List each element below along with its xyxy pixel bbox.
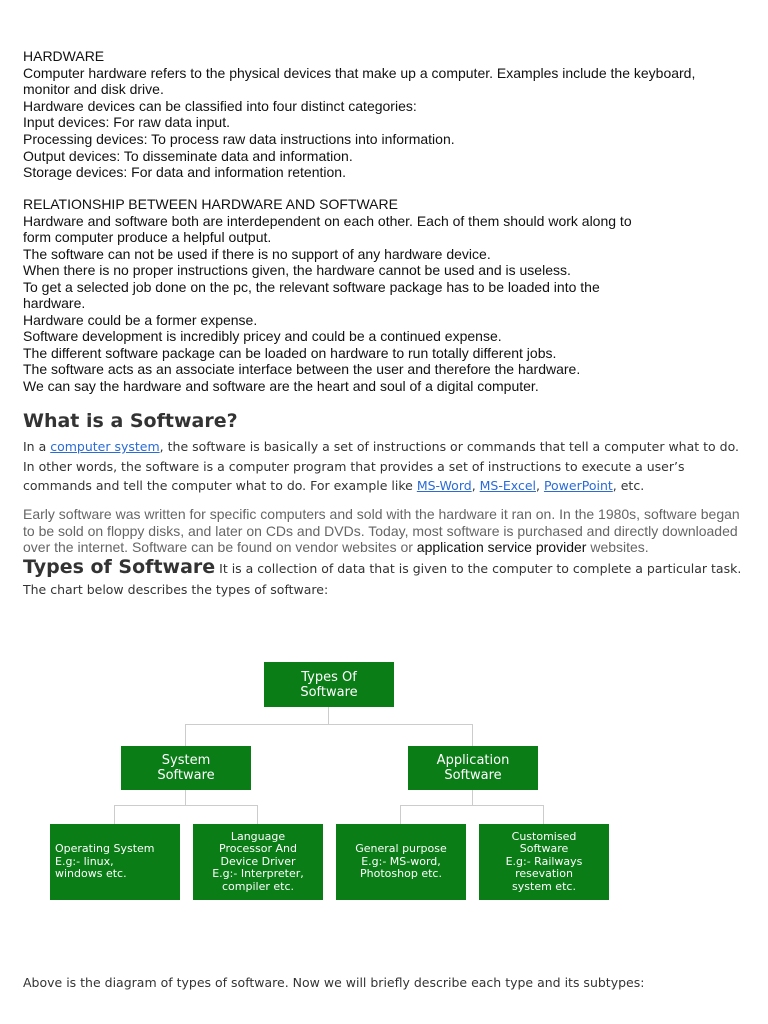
software-heading: What is a Software? [23, 410, 238, 432]
root-node: Types Of Software [264, 662, 394, 707]
text-span: , the software is basically a set of instructions or commands that tell a computer what to do. In other words, the software is a computer program that provides a set of instructions to execute a user’s commands and tell the computer what to do. For example like [23, 439, 739, 493]
general-purpose-node: General purpose E.g:- MS-word, Photoshop etc. [336, 824, 466, 900]
text-span: websites. [586, 539, 649, 555]
relationship-heading: RELATIONSHIP BETWEEN HARDWARE AND SOFTWARE [23, 196, 398, 212]
hardware-line: Output devices: To disseminate data and information. [23, 147, 353, 164]
relationship-line: Software development is incredibly pricey and could be a continued expense. [23, 328, 502, 344]
connector-line [257, 805, 258, 824]
connector-line [400, 805, 544, 806]
diagram-caption: Above is the diagram of types of software. Now we will briefly describe each type and its subtypes: [23, 975, 645, 990]
relationship-line: Hardware and software both are interdependent on each other. Each of them should work along to [23, 212, 632, 229]
relationship-line: To get a selected job done on the pc, the relevant software package has to be loaded into the [23, 278, 600, 295]
text-span: , [471, 478, 480, 493]
types-text: It is a collection of data that is given to the computer to complete a particular task. The chart below describes the types of software: [23, 561, 742, 597]
customised-software-node: Customised Software E.g:- Railways resevation system etc. [479, 824, 609, 900]
relationship-line: The software acts as an associate interface between the user and therefore the hardware. [23, 361, 581, 377]
relationship-line: form computer produce a helpful output. [23, 229, 272, 245]
relationship-line: When there is no proper instructions given, the hardware cannot be used and is useless. [23, 262, 571, 278]
computer-system-link[interactable]: computer system [50, 439, 160, 454]
hardware-line: Input devices: For raw data input. [23, 114, 230, 131]
connector-line [543, 805, 544, 824]
language-processor-node: Language Processor And Device Driver E.g:- Interpreter, compiler etc. [193, 824, 323, 900]
relationship-line: The different software package can be loaded on hardware to run totally different jobs. [23, 344, 557, 361]
connector-line [400, 805, 401, 824]
early-line: to be sold on floppy disks, and later on CDs and DVDs. Today, most software is purchased and directly downloaded [23, 522, 738, 539]
types-of-software-diagram [0, 640, 768, 920]
asp-text: application service provider [416, 539, 587, 555]
connector-line [472, 724, 473, 746]
early-line: Early software was written for specific computers and sold with the hardware it ran on. In the 1980s, software began [23, 506, 740, 522]
early-line-last [23, 539, 743, 556]
connector-line [472, 790, 473, 805]
relationship-section [23, 196, 723, 394]
connector-line [185, 790, 186, 805]
operating-system-node: Operating System E.g:- linux, windows etc. [50, 824, 180, 900]
hardware-line: Hardware devices can be classified into four distinct categories: [23, 97, 417, 114]
connector-line [185, 724, 473, 725]
text-span: over the internet. Software can be found on vendor websites or [23, 539, 417, 555]
ms-word-link[interactable]: MS-Word [416, 478, 472, 493]
text-span: , etc. [612, 478, 645, 493]
connector-line [328, 706, 329, 724]
text-span: In a [23, 439, 51, 454]
ms-excel-link[interactable]: MS-Excel [479, 478, 536, 493]
types-paragraph [23, 557, 748, 600]
powerpoint-link[interactable]: PowerPoint [543, 478, 613, 493]
hardware-line: Processing devices: To process raw data instructions into information. [23, 130, 455, 147]
application-software-node: Application Software [408, 746, 538, 790]
connector-line [185, 724, 186, 746]
text-span: , [535, 478, 544, 493]
relationship-line: hardware. [23, 295, 86, 311]
types-heading: Types of Software [23, 556, 216, 578]
hardware-section [23, 48, 723, 181]
relationship-line: We can say the hardware and software are the heart and soul of a digital computer. [23, 377, 539, 394]
system-software-node: System Software [121, 746, 251, 790]
software-paragraph [23, 437, 743, 496]
hardware-heading: HARDWARE [23, 48, 105, 64]
hardware-line: Storage devices: For data and information retention. [23, 164, 346, 181]
early-software-paragraph [23, 506, 743, 556]
connector-line [114, 805, 258, 806]
connector-line [114, 805, 115, 824]
relationship-line: Hardware could be a former expense. [23, 311, 258, 328]
relationship-line: The software can not be used if there is no support of any hardware device. [23, 245, 491, 262]
hardware-line: monitor and disk drive. [23, 81, 164, 98]
hardware-line: Computer hardware refers to the physical devices that make up a computer. Examples include the keyboard, [23, 64, 696, 81]
